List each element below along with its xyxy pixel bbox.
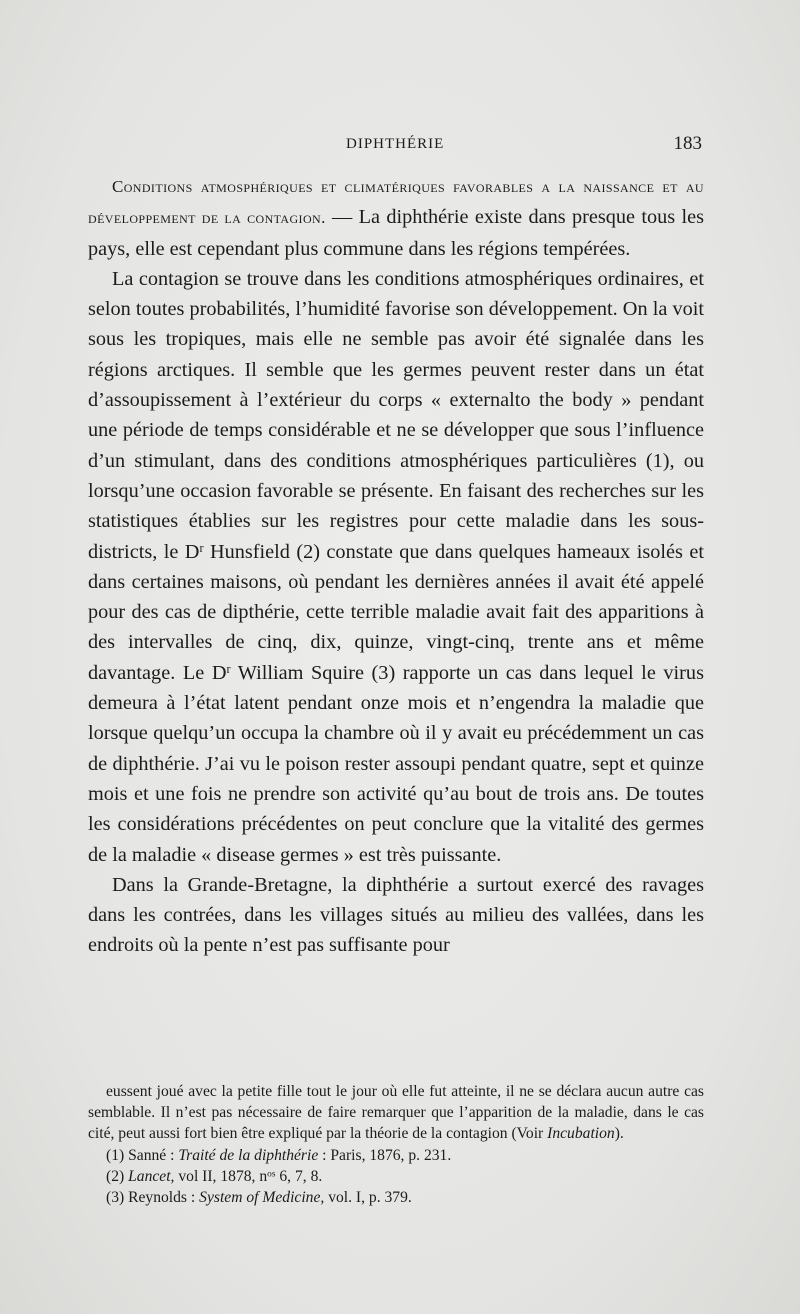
footnote-2-number: (2) (106, 1167, 125, 1185)
footnote-2-title: Lancet, (128, 1167, 175, 1185)
footnote-3-rest: vol. I, p. 379. (328, 1189, 412, 1207)
footnote-continuation-end: ). (614, 1125, 624, 1143)
paragraph-2 (88, 264, 704, 870)
paragraph-2-text-a: La contagion se trouve dans les conditions atmosphériques ordinaires, et selon toutes probabilités, l’humidité favorise son développement. On la voit sous les tropiques, mais elle ne semble pas avoir été signalée dans les régions arctiques. Il semble que les germes peuvent rester dans un état d’assoupissement à l’extérieur du corps « externalto the body » pendant une période de temps considérable et ne se développer que sous l’influence d’un stimulant, dans des conditions atmosphériques particulières (1), ou lorsqu’une occasion favorable se présente. En faisant des recherches sur les statistiques établies sur les registres pour cette maladie dans les sous-districts, le (88, 267, 704, 563)
paragraph-3 (88, 870, 704, 961)
main-text (88, 171, 704, 961)
footnote-3-number: (3) (106, 1189, 125, 1207)
footnote-3-title: System of Medicine, (199, 1189, 325, 1207)
running-title: DIPHTHÉRIE (346, 136, 445, 152)
footnote-3-author: Reynolds : (128, 1189, 196, 1207)
footnote-1-title: Traité de la diphthérie (178, 1146, 319, 1164)
footnote-continuation-text: eussent joué avec la petite fille tout le jour où elle fut atteinte, il ne se déclara aucun autre cas semblable. Il n’est pas nécessaire de faire remarquer que l’apparition de la maladie, dans le cas cité, peut aussi fort bien être expliqué par la théorie de la contagion (Voir (88, 1083, 704, 1143)
doctor-abbrev-2: D (211, 661, 227, 684)
doctor-abbrev: D (184, 540, 200, 563)
section-heading: Conditions atmosphériques et climatériques favorables a la naissance et au développement de la contagion. (88, 177, 704, 228)
footnote-1 (88, 1145, 704, 1166)
footnote-2 (88, 1166, 704, 1187)
doctor-abbrev-sup: r (199, 540, 204, 555)
footnote-2-sup: os (267, 1169, 276, 1180)
paragraph-3-text: Dans la Grande-Bretagne, la diphthérie a surtout exercé des ravages dans les contrées, dans les villages situés au milieu des vallées, dans les endroits où la pente n’est pas suffisante pour (88, 873, 704, 957)
footnote-1-author: Sanné : (128, 1146, 175, 1164)
footnote-1-rest: : Paris, 1876, p. 231. (322, 1146, 452, 1164)
footnote-2-rest-a: vol II, 1878, n (178, 1167, 268, 1185)
page-number: 183 (673, 133, 702, 154)
footnote-1-number: (1) (106, 1146, 125, 1164)
footnote-continuation (88, 1081, 704, 1145)
page-header (88, 132, 704, 158)
paragraph-2-text-b: Hunsfield (2) constate que dans quelques hameaux isolés et dans certaines maisons, où pendant les dernières années il avait été appelé pour des cas de dipthérie, cette terrible maladie avait fait des apparitions à des intervalles de cinq, dix, quinze, vingt-cinq, trente ans et même davantage. Le (88, 540, 705, 684)
footnote-continuation-italic: Incubation (547, 1125, 615, 1143)
paragraph-1-text: — La diphthérie existe dans presque tous les pays, elle est cependant plus commune dans les régions tempérées. (88, 206, 704, 260)
footnote-3 (88, 1187, 704, 1208)
footnotes (88, 1081, 704, 1208)
doctor-abbrev-2-sup: r (226, 661, 231, 676)
paragraph-2-text-c: William Squire (3) rapporte un cas dans lequel le virus demeura à l’état latent pendant onze mois et n’engendra la maladie que lorsque quelqu’un occupa la chambre où il y avait eu précédemment un cas de diphthérie. J’ai vu le poison rester assoupi pendant quatre, sept et quinze mois et une fois ne prendre son activité qu’au bout de trois ans. De toutes les considérations précédentes on peut conclure que la vitalité des germes de la maladie « disease germes » est très puissante. (88, 661, 704, 866)
paragraph-1 (88, 171, 704, 264)
footnote-2-rest-b: 6, 7, 8. (279, 1167, 323, 1185)
